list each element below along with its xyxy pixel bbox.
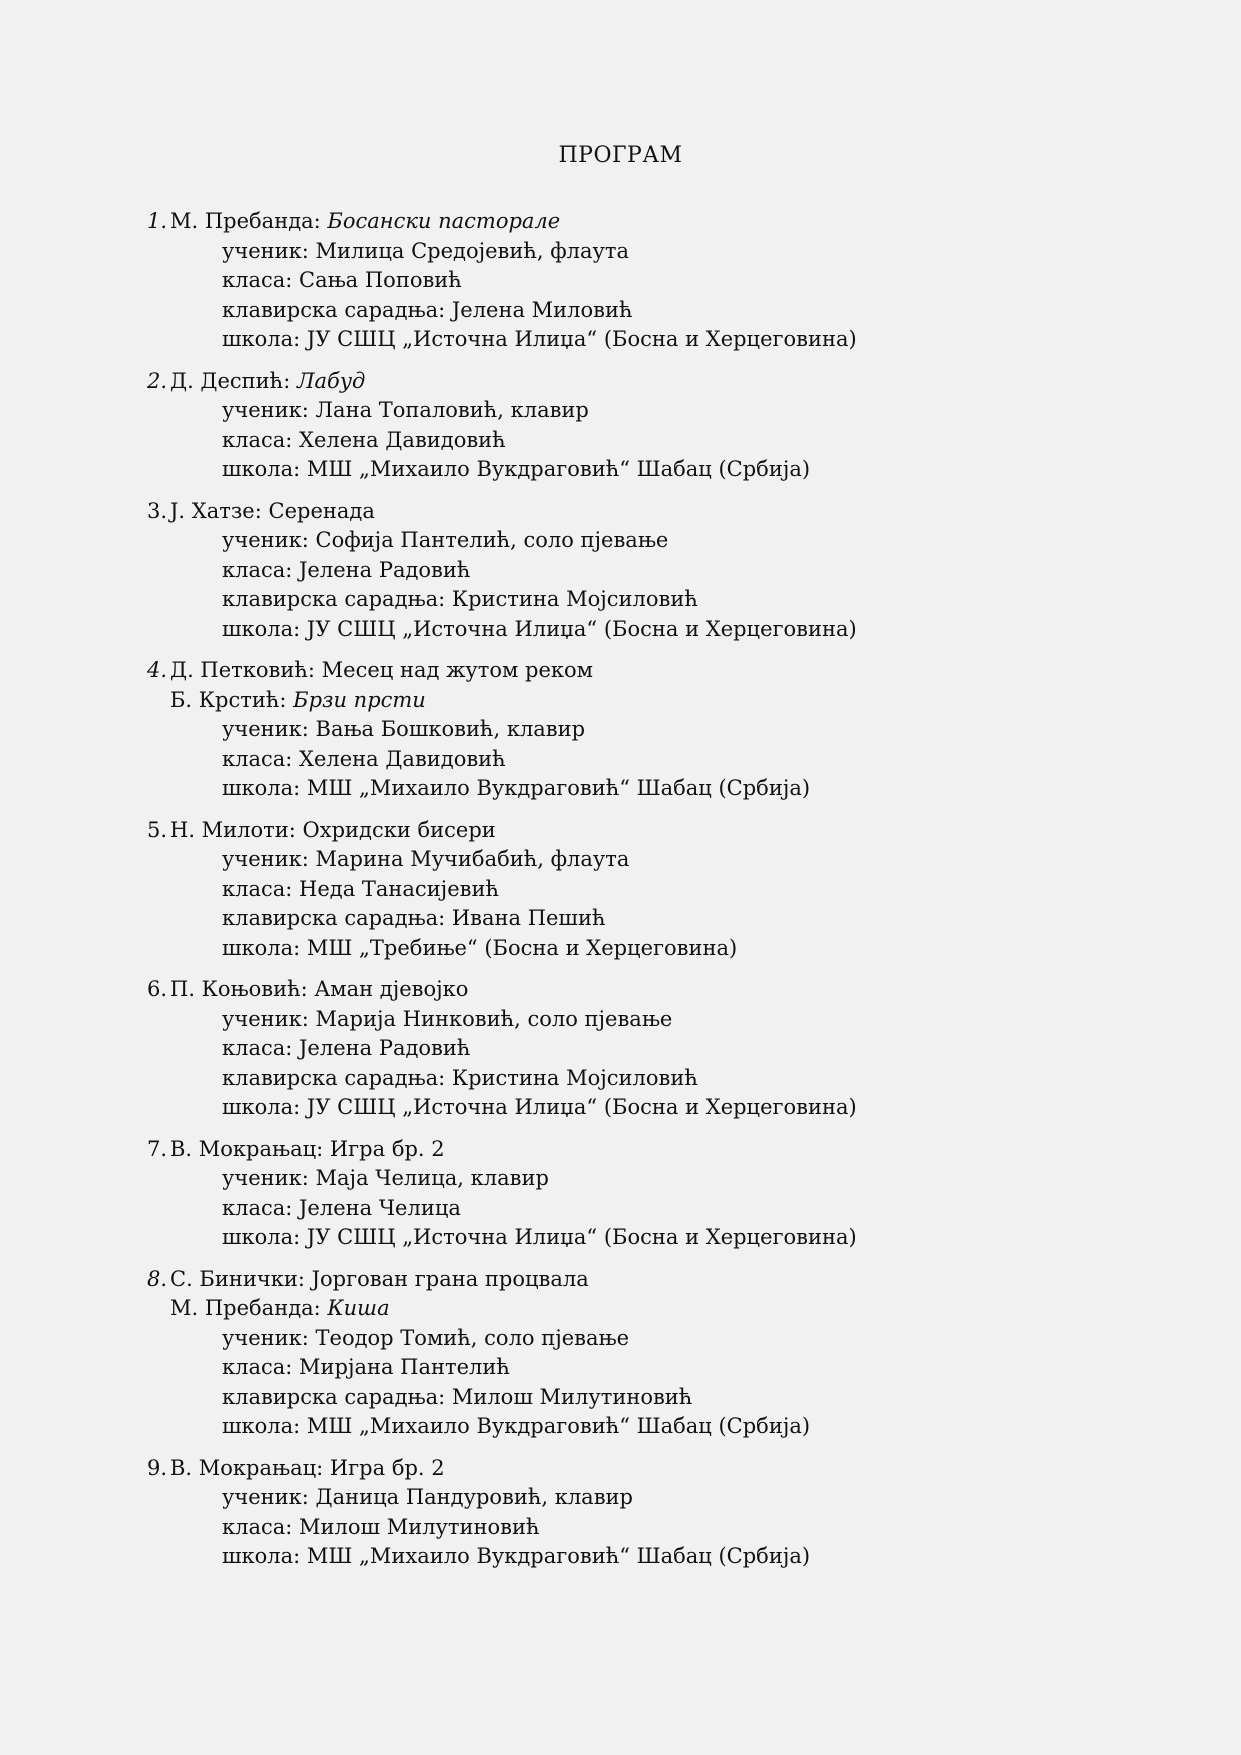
work-title: Лабуд [296, 368, 366, 393]
work-title: Игра бр. 2 [329, 1136, 445, 1161]
performer-detail: ученик: Софија Пантелић, соло пјевање [222, 528, 669, 552]
performer-detail: класа: Јелена Радовић [222, 1036, 471, 1060]
program-item [147, 1135, 1147, 1253]
work-title: Охридски бисери [302, 817, 496, 842]
performer-detail: класа: Сања Поповић [222, 268, 462, 292]
work-title: Игра бр. 2 [329, 1455, 445, 1480]
performer-detail: класа: Милош Милутиновић [222, 1514, 540, 1539]
program-item [147, 816, 1147, 964]
work-line [147, 686, 1147, 716]
performer-detail: класа: Мирјана Пантелић [222, 1355, 510, 1379]
composer-name: Б. Крстић: [170, 687, 294, 712]
composer-name: Д. Деспић: [170, 368, 297, 393]
item-number: 7. [147, 1136, 168, 1161]
program-item [147, 975, 1147, 1123]
work-title: Серенада [268, 498, 375, 523]
item-number: 9. [147, 1455, 168, 1480]
item-number: 1. [147, 209, 168, 233]
performer-detail: школа: ЈУ СШЦ „Источна Илиџа“ (Босна и Херцеговина) [222, 1095, 857, 1119]
work-line [147, 1265, 1147, 1295]
work-line [147, 1294, 1147, 1324]
work-line [147, 497, 1147, 527]
page-title: ПРОГРАМ [558, 143, 683, 168]
composer-name: В. Мокрањац: [170, 1136, 330, 1161]
performer-detail: школа: МШ „Требиње“ (Босна и Херцеговина) [222, 935, 738, 960]
work-title: Брзи прсти [293, 687, 426, 712]
program-item [147, 656, 1147, 804]
work-line [147, 816, 1147, 846]
work-line [147, 367, 1147, 397]
performer-detail: ученик: Маја Челица, клавир [222, 1166, 549, 1190]
performer-detail: ученик: Вања Бошковић, клавир [222, 717, 586, 741]
program-list [147, 207, 1147, 1584]
composer-name: М. Пребанда: [170, 209, 328, 233]
performer-detail: ученик: Марина Мучибабић, флаута [222, 847, 630, 871]
work-line [147, 656, 1147, 686]
performer-detail: школа: МШ „Михаило Вукдраговић“ Шабац (Србија) [222, 1544, 811, 1568]
composer-name: П. Коњовић: [170, 977, 315, 1001]
performer-detail: ученик: Милица Средојевић, флаута [222, 238, 630, 263]
performer-detail: класа: Хелена Давидовић [222, 746, 506, 771]
work-line [147, 207, 1147, 237]
performer-detail: ученик: Лана Топаловић, клавир [222, 398, 589, 422]
performer-detail: класа: Хелена Давидовић [222, 427, 506, 452]
composer-name: Н. Милоти: [170, 817, 303, 842]
performer-detail: клавирска сарадња: Јелена Миловић [222, 297, 633, 322]
composer-name: Д. Петковић: [170, 658, 322, 682]
item-number: 4. [147, 658, 168, 682]
work-line [147, 1454, 1147, 1484]
performer-detail: школа: МШ „Михаило Вукдраговић“ Шабац (Србија) [222, 1414, 811, 1438]
item-number: 5. [147, 817, 168, 842]
performer-detail: школа: МШ „Михаило Вукдраговић“ Шабац (Србија) [222, 457, 811, 481]
program-item [147, 367, 1147, 485]
work-line [147, 1135, 1147, 1165]
performer-detail: ученик: Теодор Томић, соло пјевање [222, 1325, 629, 1350]
performer-detail: школа: ЈУ СШЦ „Источна Илиџа“ (Босна и Херцеговина) [222, 1225, 857, 1249]
work-title: Аман дјевојко [314, 977, 469, 1001]
composer-name: В. Мокрањац: [170, 1455, 330, 1480]
performer-detail: клавирска сарадња: Кристина Мојсиловић [222, 587, 698, 611]
work-line [147, 975, 1147, 1005]
program-item [147, 497, 1147, 645]
performer-detail: клавирска сарадња: Милош Милутиновић [222, 1384, 693, 1409]
item-number: 8. [147, 1266, 168, 1291]
program-item [147, 207, 1147, 355]
program-item [147, 1454, 1147, 1572]
work-title: Месец над жутом реком [321, 658, 593, 682]
composer-name: М. Пребанда: [170, 1296, 328, 1320]
performer-detail: ученик: Марија Нинковић, соло пјевање [222, 1006, 673, 1031]
performer-detail: клавирска сарадња: Кристина Мојсиловић [222, 1065, 698, 1090]
performer-detail: клавирска сарадња: Ивана Пешић [222, 906, 606, 930]
performer-detail: ученик: Даница Пандуровић, клавир [222, 1485, 633, 1509]
work-title: Киша [327, 1296, 390, 1320]
item-number: 6. [147, 977, 168, 1001]
performer-detail: класа: Неда Танасијевић [222, 876, 499, 901]
work-title: Босански пасторале [327, 209, 561, 233]
composer-name: Ј. Хатзе: [170, 498, 269, 523]
performer-detail: класа: Јелена Челица [222, 1195, 461, 1220]
performer-detail: школа: ЈУ СШЦ „Источна Илиџа“ (Босна и Херцеговина) [222, 616, 857, 641]
performer-detail: школа: ЈУ СШЦ „Источна Илиџа“ (Босна и Херцеговина) [222, 327, 857, 351]
performer-detail: школа: МШ „Михаило Вукдраговић“ Шабац (Србија) [222, 776, 811, 800]
performer-detail: класа: Јелена Радовић [222, 557, 471, 582]
program-item [147, 1265, 1147, 1442]
work-title: Јоргован грана процвала [311, 1266, 589, 1291]
item-number: 2. [147, 368, 168, 393]
composer-name: С. Бинички: [170, 1266, 312, 1291]
item-number: 3. [147, 498, 168, 523]
